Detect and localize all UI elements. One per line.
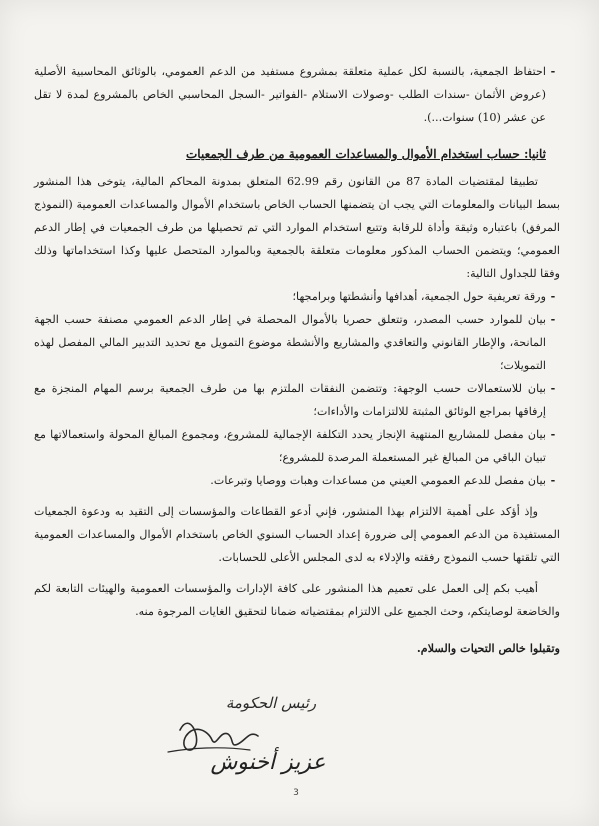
list-item (34, 469, 560, 492)
signature-name: عزيز أخنوش (210, 750, 326, 775)
bullet-text: بيان مفصل للمشاريع المنتهية الإنجاز يحدد التكلفة الإجمالية للمشروع، ومجموع المبالغ المحولة واستعمالاتها مع تبيان الباقي من المبالغ غير المستعملة المرصدة للمشروع؛ (34, 428, 546, 464)
bullet-mark: - (550, 312, 556, 326)
bullet-mark: - (550, 289, 556, 303)
list-item (34, 308, 560, 377)
document-body (34, 60, 560, 660)
list-item (34, 377, 560, 423)
bullet-mark: - (550, 427, 556, 441)
bullet-text: احتفاظ الجمعية، بالنسبة لكل عملية متعلقة بمشروع مستفيد من الدعم العمومي، بالوثائق المحاسبية الأصلية (عروض الأثمان -سندات الطلب -وصولات الاستلام -الفواتير -السجل المحاسبي الخاص بالمشروع لمدة لا تقل عن عشر (10) سنوات...). (34, 65, 546, 124)
list-item (34, 285, 560, 308)
bullet-text: بيان للموارد حسب المصدر، وتتعلق حصريا بالأموال المحصلة في إطار الدعم العمومي مصنفة حسب الجهة المانحة، والإطار القانوني والتعاقدي والمشاريع والأنشطة موضوع التمويل مع تحديد التدبير المالي المفصل لهذه التمويلات؛ (34, 313, 546, 372)
section-title: ثانيا: حساب استخدام الأموال والمساعدات العمومية من طرف الجمعيات (186, 147, 546, 161)
bullet-text: ورقة تعريفية حول الجمعية، أهدافها وأنشطتها وبرامجها؛ (292, 290, 546, 303)
closing-line: وتقبلوا خالص التحيات والسلام. (416, 641, 560, 655)
circulate-paragraph: أهيب بكم إلى العمل على تعميم هذا المنشور على كافة الإدارات والمؤسسات العمومية والهيئات التابعة لكم والخاضعة لوصايتكم، وحث الجميع على الالتزام بمقتضياته ضمانا لتحقيق الغايات المرجوة منه. (34, 582, 560, 618)
bullet-text: بيان للاستعمالات حسب الوجهة: وتتضمن النفقات الملتزم بها من طرف الجمعية برسم المهام المنجزة مع إرفاقها بمراجع الوثائق المثبتة للالتزامات والأداءات؛ (34, 382, 546, 418)
list-item (34, 423, 560, 469)
bullet-mark: - (550, 473, 556, 487)
section-intro: تطبيقا لمقتضيات المادة 87 من القانون رقم 62.99 المتعلق بمدونة المحاكم المالية، يتوخى هذا المنشور بسط البيانات والمعلومات التي يجب ان يتضمنها الحساب الخاص باستخدام الأموال والمساعدات العمومية (النموذج المرفق) باعتباره وثيقة وأداة للرقابة وتتبع استخدام الموارد التي تم تحصيلها من طرف الجمعيات في إطار الدعم العمومي؛ ويتضمن الحساب المذكور معلومات متعلقة بالجمعية وبالموارد المتحصل عليها وكذا استخداماتها وذلك وفقا للجداول التالية: (34, 175, 560, 280)
signature-title: رئيس الحكومة (225, 694, 317, 712)
page-number: 3 (293, 788, 299, 798)
importance-paragraph: وإذ أؤكد على أهمية الالتزام بهذا المنشور، فإني أدعو القطاعات والمؤسسات إلى التقيد به ودعوة الجمعيات المستفيدة من الدعم العمومي إلى ضرورة إعداد الحساب السنوي الخاص باستخدام الأموال والمساعدات العمومية التي تلقتها حسب النموذج رفقته والإدلاء به لدى المجلس الأعلى للحسابات. (34, 505, 560, 564)
list-item (34, 60, 560, 129)
bullet-text: بيان مفصل للدعم العمومي العيني من مساعدات وهبات ووصايا وتبرعات. (210, 474, 546, 487)
bullet-mark: - (550, 381, 556, 395)
bullet-mark: - (550, 64, 556, 78)
